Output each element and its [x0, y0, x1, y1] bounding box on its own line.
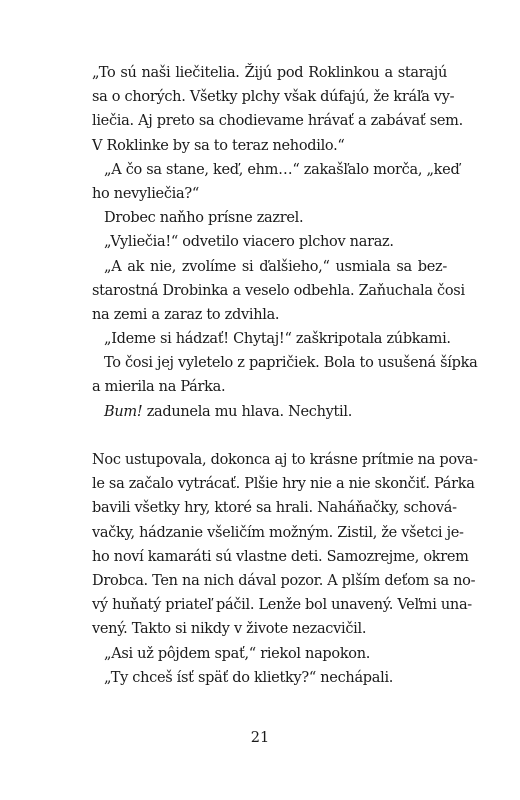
text-line: ho nevyliečia?“	[92, 185, 199, 202]
text-line: „A čo sa stane, keď, ehm…“ zakašľalo morča, „keď	[104, 161, 460, 178]
text-line-rest: zadunela mu hlava. Nechytil.	[146, 403, 353, 420]
text-line	[92, 400, 447, 424]
italic-word: Bum!	[104, 403, 143, 420]
text-line: vený. Takto si nikdy v živote nezacvičil.	[92, 621, 367, 638]
text-line: vačky, hádzanie všeličím možným. Zistil, že všetci je-	[92, 524, 464, 541]
text-line: bavili všetky hry, ktoré sa hrali. Naháňačky, schová-	[92, 500, 457, 517]
text-line: Drobca. Ten na nich dával pozor. A plším deťom sa no-	[92, 572, 476, 589]
text-line: Noc ustupovala, dokonca aj to krásne prítmie na pova-	[92, 452, 478, 468]
text-line: vý huňatý priateľ páčil. Lenže bol unavený. Veľmi una-	[92, 597, 472, 614]
text-line: „Ty chceš ísť späť do klietky?“ nechápali.	[104, 669, 394, 686]
text-line: a mierila na Párka.	[92, 379, 226, 396]
text-line: Drobec naňho prísne zazrel.	[104, 210, 304, 227]
text-line: liečia. Aj preto sa chodievame hrávať a zabávať sem.	[92, 113, 463, 130]
text-line: sa o chorých. Všetky plchy však dúfajú, že kráľa vy-	[92, 89, 455, 106]
text-line: ho noví kamaráti sú vlastne deti. Samozrejme, okrem	[92, 548, 469, 565]
text-line: na zemi a zaraz to zdvihla.	[92, 306, 280, 323]
text-line: „Asi už pôjdem spať,“ riekol napokon.	[104, 645, 371, 662]
text-line: „Ideme si hádzať! Chytaj!“ zaškripotala zúbkami.	[104, 331, 451, 348]
text-line: „To sú naši liečitelia. Žijú pod Roklinkou a starajú	[92, 65, 447, 81]
text-line: V Roklinke by sa to teraz nehodilo.“	[92, 137, 345, 154]
body-text	[92, 61, 478, 690]
page-number: 21	[250, 730, 270, 746]
text-line: „A ak nie, zvolíme si ďalšieho,“ usmiala sa bez-	[104, 258, 447, 275]
text-line: le sa začalo vytrácať. Plšie hry nie a nie skončiť. Párka	[92, 476, 475, 493]
text-line: „Vyliečia!“ odvetilo viacero plchov naraz.	[104, 234, 394, 251]
text-line: starostná Drobinka a veselo odbehla. Zaňuchala čosi	[92, 282, 465, 299]
text-line: To čosi jej vyletelo z papričiek. Bola to usušená šípka	[104, 355, 478, 372]
